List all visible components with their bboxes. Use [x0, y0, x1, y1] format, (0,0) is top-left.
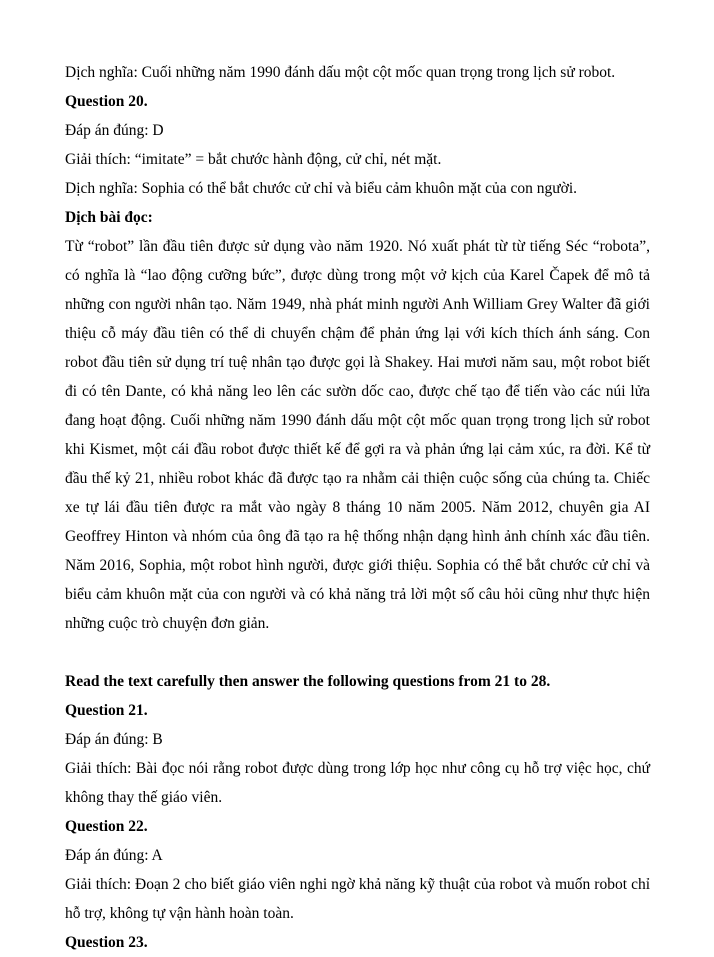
reading-translation-paragraph: Từ “robot” lần đầu tiên được sử dụng vào năm 1920. Nó xuất phát từ từ tiếng Séc “robota”, có nghĩa là “lao động cưỡng bức”, được dùng trong một vở kịch của Karel Čapek để mô tả những con người nhân tạo. Năm 1949, nhà phát minh người Anh William Grey Walter đã giới thiệu cỗ máy đầu tiên có thể di chuyển chậm để phản ứng lại với kích thích ánh sáng. Con robot đầu tiên sử dụng trí tuệ nhân tạo được gọi là Shakey. Hai mươi năm sau, một robot biết đi có tên Dante, có khả năng leo lên các sườn dốc cao, được chế tạo để tiến vào các núi lửa đang hoạt động. Cuối những năm 1990 đánh dấu một cột mốc quan trọng trong lịch sử robot khi Kismet, một cái đầu robot được thiết kế để gợi ra và phản ứng lại cảm xúc, ra đời. Kể từ đầu thế kỷ 21, nhiều robot khác đã được tạo ra nhằm cải thiện cuộc sống của chúng ta. Chiếc xe tự lái đầu tiên được ra mắt vào ngày 8 tháng 10 năm 2005. Năm 2012, chuyên gia AI Geoffrey Hinton và nhóm của ông đã tạo ra hệ thống nhận dạng hình ảnh chính xác đầu tiên. Năm 2016, Sophia, một robot hình người, được giới thiệu. Sophia có thể bắt chước cử chỉ và biểu cảm khuôn mặt của con người và có khả năng trả lời một số câu hỏi cũng như thực hiện những cuộc trò chuyện đơn giản. — [65, 238, 650, 632]
translation-line-q20: Dịch nghĩa: Sophia có thể bắt chước cử chỉ và biểu cảm khuôn mặt của con người. — [65, 180, 578, 197]
answer-line-q20: Đáp án đúng: D — [65, 122, 164, 139]
question-22-heading: Question 22. — [65, 818, 148, 835]
blank-line — [65, 638, 650, 667]
question-20-heading: Question 20. — [65, 93, 148, 110]
explanation-line-q20: Giải thích: “imitate” = bắt chước hành động, cử chỉ, nét mặt. — [65, 151, 442, 168]
question-23-heading: Question 23. — [65, 934, 148, 951]
section-instruction: Read the text carefully then answer the following questions from 21 to 28. — [65, 673, 551, 690]
translation-line: Dịch nghĩa: Cuối những năm 1990 đánh dấu một cột mốc quan trọng trong lịch sử robot. — [65, 64, 616, 81]
reading-translation-heading: Dịch bài đọc: — [65, 209, 153, 226]
question-21-heading: Question 21. — [65, 702, 148, 719]
answer-line-q21: Đáp án đúng: B — [65, 731, 163, 748]
explanation-line-q22: Giải thích: Đoạn 2 cho biết giáo viên nghi ngờ khả năng kỹ thuật của robot và muốn robot chỉ hỗ trợ, không tự vận hành hoàn toàn. — [65, 876, 650, 922]
answer-line-q22: Đáp án đúng: A — [65, 847, 163, 864]
explanation-line-q21: Giải thích: Bài đọc nói rằng robot được dùng trong lớp học như công cụ hỗ trợ việc học, chứ không thay thế giáo viên. — [65, 760, 650, 806]
